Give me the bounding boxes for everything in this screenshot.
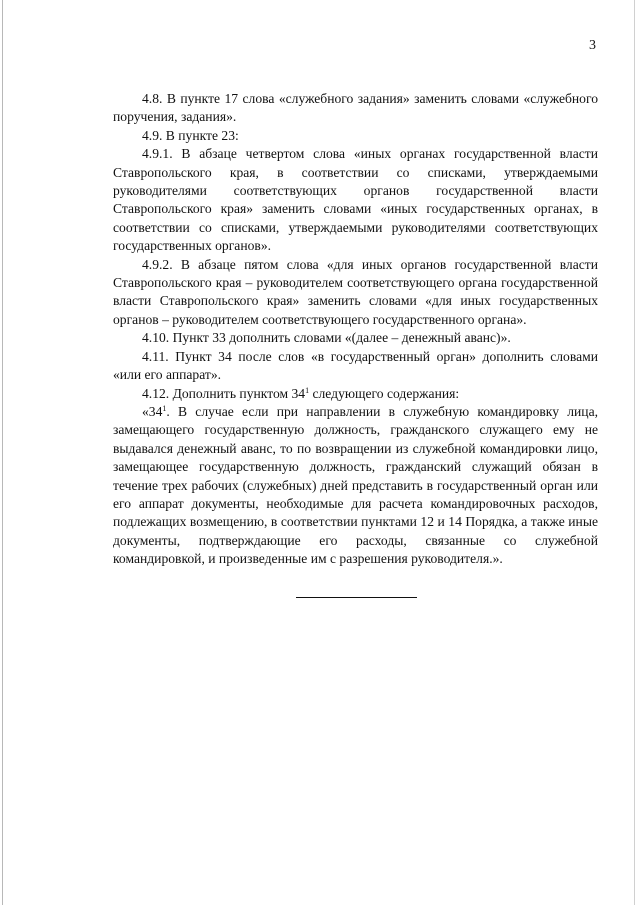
document-body bbox=[113, 90, 598, 569]
paragraph-4-12 bbox=[113, 385, 598, 403]
paragraph-34-1 bbox=[113, 403, 598, 569]
scan-edge-left bbox=[2, 0, 3, 905]
paragraph-4-9-2: 4.9.2. В абзаце пятом слова «для иных органов государственной власти Ставропольского края – руководителем соответствующего органа государственной власти Ставропольского края» заменить словами «для иных государственных органов – руководителем соответствующего государственного органа». bbox=[113, 256, 598, 327]
paragraph-4-11: 4.11. Пункт 34 после слов «в государственный орган» дополнить словами «или его аппарат». bbox=[113, 348, 598, 383]
paragraph-4-12-lead: 4.12. Дополнить пунктом 34 bbox=[142, 385, 306, 401]
scan-edge-right bbox=[634, 0, 635, 905]
paragraph-34-1-lead: «34 bbox=[142, 403, 163, 419]
paragraph-4-9-1: 4.9.1. В абзаце четвертом слова «иных органах государственной власти Ставропольского края, в соответствии со списками, утверждаемыми руководителями соответствующих органов государственной власти Ставропольского края» заменить словами «иных государственных органах, в соответствии со списками, утверждаемыми руководителями соответствующих государственных органов». bbox=[113, 146, 598, 254]
paragraph-34-1-body: . В случае если при направлении в служебную командировку лица, замещающего государственную должность, гражданского служащего ему не выдавался денежный аванс, то по возвращении из служебной командировки лицо, замещающее государственную должность, гражданский служащий обязан в течение трех рабочих (служебных) дней представить в государственный орган или его аппарат документы, необходимые для расчета командировочных расходов, подлежащих возмещению, в соответствии пунктами 12 и 14 Порядка, а также иные документы, подтверждающие его расходы, связанные со служебной командировкой, и произведенные им с разрешения руководителя.». bbox=[113, 403, 598, 567]
paragraph-4-9: 4.9. В пункте 23: bbox=[142, 127, 239, 143]
paragraph-4-8: 4.8. В пункте 17 слова «служебного задания» заменить словами «служебного поручения, задания». bbox=[113, 91, 598, 125]
page-number: 3 bbox=[589, 38, 596, 53]
superscript-marker: 1 bbox=[305, 385, 310, 395]
superscript-marker: 1 bbox=[162, 403, 167, 413]
paragraph-4-10: 4.10. Пункт 33 дополнить словами «(далее – денежный аванс)». bbox=[142, 330, 511, 346]
paragraph-4-12-tail: следующего содержания: bbox=[309, 385, 460, 401]
end-of-document-rule bbox=[296, 597, 417, 598]
